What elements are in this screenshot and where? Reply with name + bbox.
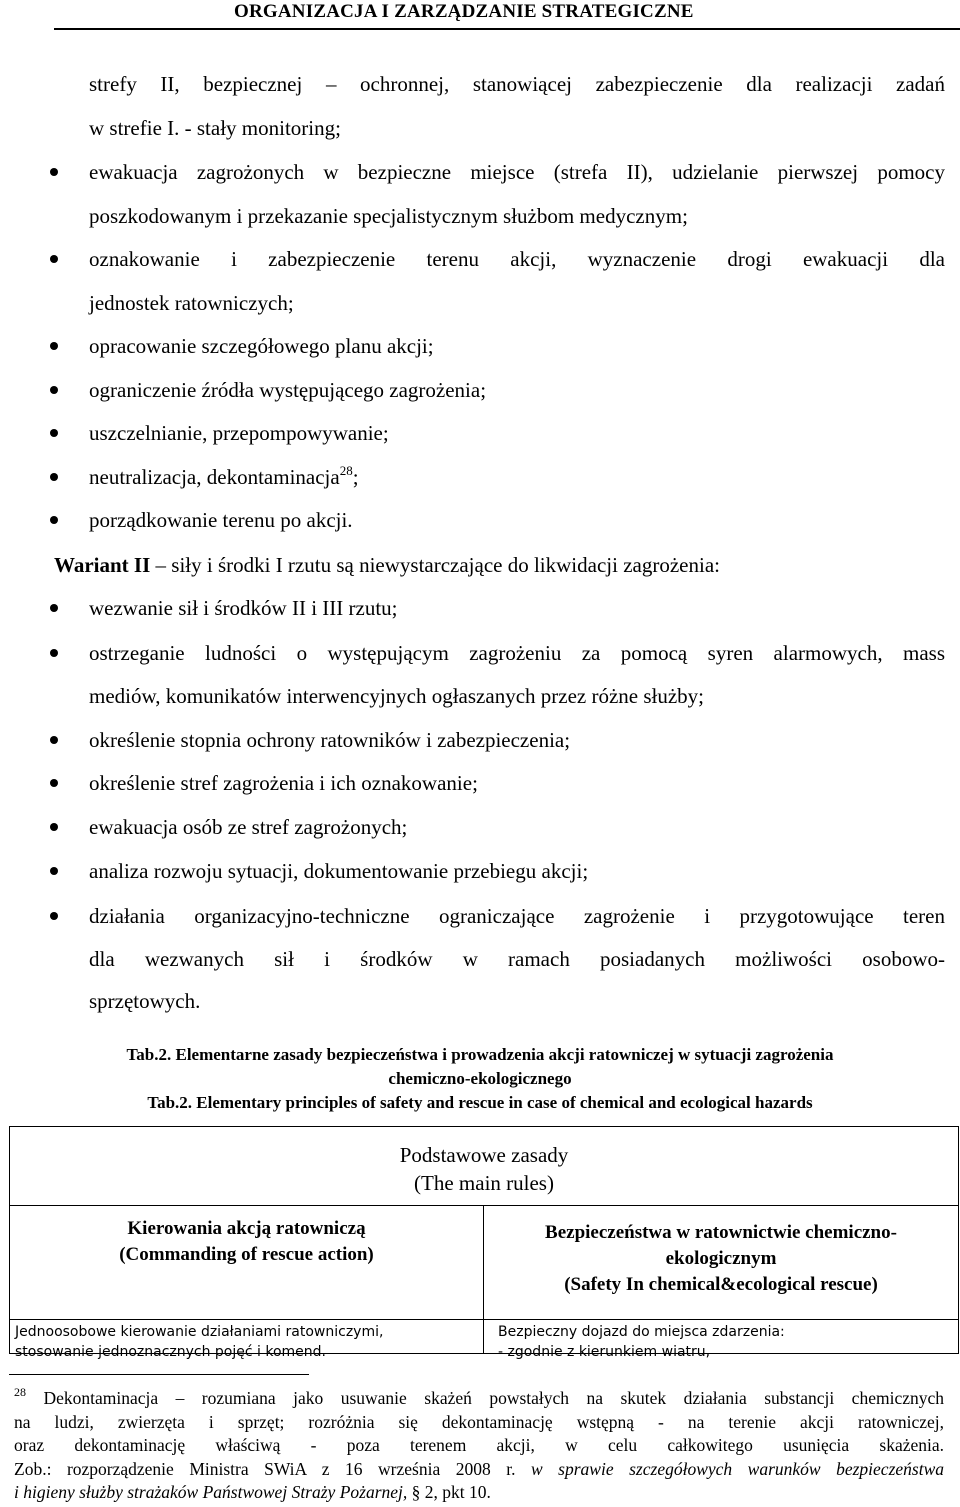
list-item: ewakuacja osób ze stref zagrożonych;: [89, 815, 408, 839]
bullet-icon: [50, 779, 58, 787]
variant-label: Wariant II: [54, 553, 151, 577]
bullet-icon: [50, 255, 58, 263]
rules-table: [9, 1126, 959, 1360]
table-cell: - zgodnie z kierunkiem wiatru,: [498, 1344, 711, 1360]
footnote-line: [14, 1387, 944, 1410]
footnote-number: 28: [14, 1385, 26, 1399]
footnote-separator: [9, 1374, 309, 1375]
bullet-icon: [50, 168, 58, 176]
bullet-icon: [50, 867, 58, 875]
table-column-command: [10, 1206, 484, 1360]
table-title: Podstawowe zasady: [399, 1143, 569, 1167]
list-item: porządkowanie terenu po akcji.: [89, 508, 353, 532]
list-item-continuation: dla wezwanych sił i środków w ramach posiadanych możliwości osobowo-: [89, 947, 945, 971]
column-header-en: (Safety In chemical&ecological rescue): [564, 1274, 878, 1295]
paragraph-line: strefy II, bezpiecznej – ochronnej, stanowiącej zabezpieczenie dla realizacji zadań: [89, 72, 945, 96]
footnote-text: Dekontaminacja – rozumiana jako usuwanie skażeń powstałych na skutek działania substancji chemicznych: [43, 1388, 944, 1408]
list-item-continuation: poszkodowanym i przekazanie specjalistycznym służbom medycznym;: [89, 204, 688, 228]
row-divider: [10, 1319, 483, 1320]
list-item: określenie stopnia ochrony ratowników i zabezpieczenia;: [89, 728, 571, 752]
list-item: działania organizacyjno-techniczne ograniczające zagrożenie i przygotowujące teren: [89, 904, 945, 928]
column-header-en: (Commanding of rescue action): [119, 1244, 374, 1265]
bullet-icon: [50, 649, 58, 657]
variant-text: – siły i środki I rzutu są niewystarczające do likwidacji zagrożenia:: [155, 553, 720, 577]
footnote-citation-title: w sprawie szczegółowych warunków bezpieczeństwa: [531, 1459, 944, 1479]
variant-heading: [54, 552, 720, 578]
running-header-title: ORGANIZACJA I ZARZĄDZANIE STRATEGICZNE: [234, 1, 694, 22]
table-title-cell: [10, 1127, 958, 1206]
list-item: ewakuacja zagrożonych w bezpieczne miejsce (strefa II), udzielanie pierwszej pomocy: [89, 160, 945, 184]
column-header: Bezpieczeństwa w ratownictwie chemiczno-: [545, 1222, 897, 1243]
bullet-icon: [50, 429, 58, 437]
list-item-continuation: sprzętowych.: [89, 989, 201, 1013]
footnote-line: [14, 1481, 944, 1504]
table-cell: Jednoosobowe kierowanie działaniami ratowniczymi,: [15, 1324, 384, 1340]
footnote-citation-ref: § 2, pkt 10.: [411, 1482, 491, 1502]
list-item-continuation: jednostek ratowniczych;: [89, 291, 294, 315]
list-item: opracowanie szczegółowego planu akcji;: [89, 334, 434, 358]
list-item: ograniczenie źródła występującego zagrożenia;: [89, 378, 487, 402]
running-header: [54, 0, 960, 30]
footnote-citation: Zob.: rozporządzenie Ministra SWiA z 16 września 2008 r.: [14, 1459, 516, 1479]
list-item-punct: ;: [352, 465, 359, 489]
footnote-line: oraz dekontaminację właściwą - poza terenem akcji, w celu całkowitego usunięcia skażenia.: [14, 1435, 944, 1455]
table-column-safety: [484, 1206, 958, 1360]
footnote-ref[interactable]: 28: [339, 463, 353, 478]
bullet-icon: [50, 604, 58, 612]
bullet-icon: [50, 386, 58, 394]
column-header: Kierowania akcją ratowniczą: [127, 1218, 366, 1239]
bullet-icon: [50, 823, 58, 831]
bullet-icon: [50, 473, 58, 481]
footnote-line: na ludzi, zwierzęta i sprzęt; rozróżnia się dekontaminację wstępną - na terenie akcji ratowniczej,: [14, 1412, 944, 1432]
table-caption-en: Tab.2. Elementary principles of safety and rescue in case of chemical and ecological hazards: [147, 1093, 813, 1112]
list-item: ostrzeganie ludności o występującym zagrożeniu za pomocą syren alarmowych, mass: [89, 641, 945, 665]
table-caption-pl: Tab.2. Elementarne zasady bezpieczeństwa i prowadzenia akcji ratowniczej w sytuacji zagrożenia: [126, 1045, 834, 1064]
footnote-citation-title: i higieny służby strażaków Państwowej Straży Pożarnej,: [14, 1482, 408, 1502]
list-item: [89, 464, 359, 490]
list-item: określenie stref zagrożenia i ich oznakowanie;: [89, 771, 478, 795]
bullet-icon: [50, 912, 58, 920]
list-item-continuation: mediów, komunikatów interwencyjnych ogłaszanych przez różne służby;: [89, 684, 705, 708]
list-item: wezwanie sił i środków II i III rzutu;: [89, 596, 398, 620]
list-item: analiza rozwoju sytuacji, dokumentowanie przebiegu akcji;: [89, 859, 589, 883]
table-title-en: (The main rules): [414, 1171, 554, 1195]
paragraph-line: w strefie I. - stały monitoring;: [89, 116, 341, 140]
list-item: oznakowanie i zabezpieczenie terenu akcji, wyznaczenie drogi ewakuacji dla: [89, 247, 945, 271]
table-cell: stosowanie jednoznacznych pojęć i komend.: [15, 1344, 326, 1360]
table-cell: Bezpieczny dojazd do miejsca zdarzenia:: [498, 1324, 785, 1340]
table-caption-pl-cont: chemiczno-ekologicznego: [388, 1069, 572, 1088]
list-item-text: neutralizacja, dekontaminacja: [89, 465, 340, 489]
bullet-icon: [50, 516, 58, 524]
bullet-icon: [50, 736, 58, 744]
bullet-icon: [50, 342, 58, 350]
list-item: uszczelnianie, przepompowywanie;: [89, 421, 389, 445]
row-divider: [484, 1319, 958, 1320]
column-header-cont: ekologicznym: [665, 1248, 777, 1269]
footnote-line: [14, 1458, 944, 1481]
